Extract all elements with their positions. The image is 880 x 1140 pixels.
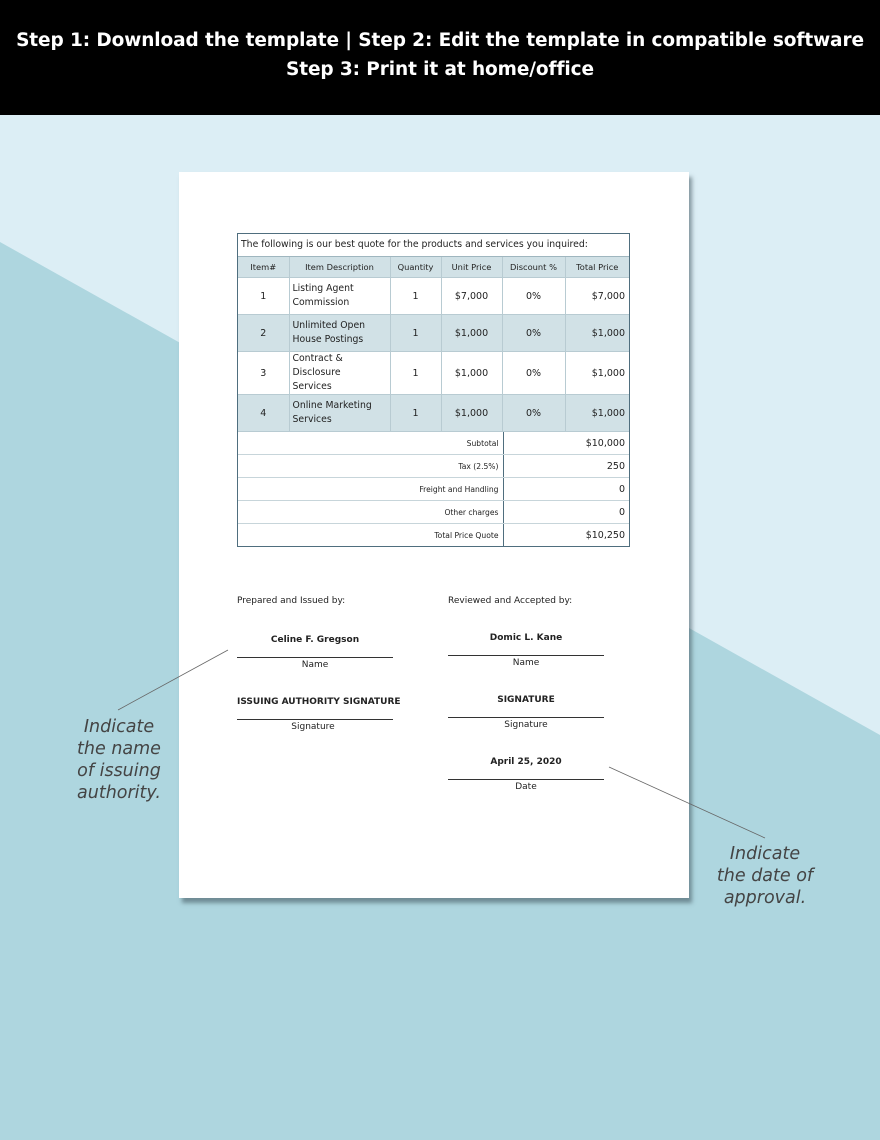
summary-label: Total Price Quote [238,524,503,547]
item-total-price: $7,000 [565,278,629,315]
table-row [238,395,629,432]
item-discount: 0% [502,395,565,432]
item-description [289,315,390,352]
issuer-name-caption: Name [301,660,329,670]
item-number: 3 [238,352,289,395]
item-quantity: 1 [390,352,441,395]
item-description-line-1: Contract & Disclosure [292,353,343,378]
header-item-number: Item# [238,257,289,278]
date-annotation-line-1: Indicate [729,844,801,864]
item-unit-price: $7,000 [441,278,502,315]
reviewed-by-heading: Reviewed and Accepted by: [448,596,573,606]
issuer-signature-line [237,719,393,720]
issuer-signature: ISSUING AUTHORITY SIGNATURE [237,697,401,707]
summary-row-subtotal [238,432,629,455]
issuer-annotation-line-1: Indicate [83,717,155,737]
approver-signature-caption: Signature [504,720,548,730]
prepared-by-heading: Prepared and Issued by: [237,596,346,606]
date-annotation-line-2: the date of [716,866,814,886]
quote-intro: The following is our best quote for the products and services you inquired: [238,234,629,257]
issuer-annotation-line-4: authority. [77,783,161,803]
summary-row-tax [238,455,629,478]
summary-value: $10,250 [585,529,625,541]
item-total-price: $1,000 [565,352,629,395]
summary-value: 250 [503,455,629,478]
item-quantity: 1 [390,395,441,432]
issuer-annotation-line-2: the name [77,739,161,759]
date-annotation-line-3: approval. [723,888,807,908]
table-row [238,352,629,395]
issuer-name: Celine F. Gregson [270,635,360,645]
date-annotation [700,843,830,909]
item-description [289,278,390,315]
summary-row-other-charges [238,501,629,524]
approver-signature: SIGNATURE [497,695,555,705]
item-number: 1 [238,278,289,315]
approval-date-line [448,779,604,780]
item-total-price: $1,000 [565,315,629,352]
item-description [289,395,390,432]
item-discount: 0% [502,315,565,352]
header-total-price: Total Price [565,257,629,278]
item-total-price: $1,000 [565,395,629,432]
item-discount: 0% [502,278,565,315]
summary-table [238,432,629,546]
summary-label: Subtotal [238,432,503,455]
banner-line-1: Step 1: Download the template | Step 2: Edit the template in compatible software [16,30,864,51]
item-number: 4 [238,395,289,432]
item-description-line-1: Online Marketing [292,400,372,411]
items-header-row [238,257,629,278]
issuer-annotation-line-3: of issuing [77,761,161,781]
item-description-line-2: Services [292,414,332,425]
item-quantity: 1 [390,315,441,352]
approver-name-line [448,655,604,656]
item-number: 2 [238,315,289,352]
banner-line-2: Step 3: Print it at home/office [285,59,594,80]
item-description-line-2: Services [292,381,332,392]
item-unit-price: $1,000 [441,352,502,395]
summary-row-freight [238,478,629,501]
approver-name: Domic L. Kane [489,633,563,643]
header-item-description: Item Description [289,257,390,278]
summary-value: 0 [503,501,629,524]
header-unit-price: Unit Price [441,257,502,278]
approval-date: April 25, 2020 [490,757,562,767]
item-description [289,352,390,395]
item-description-line-2: Commission [292,297,350,308]
summary-label: Other charges [238,501,503,524]
summary-label: Freight and Handling [238,478,503,501]
item-unit-price: $1,000 [441,315,502,352]
table-row [238,278,629,315]
item-discount: 0% [502,352,565,395]
approval-date-caption: Date [515,782,537,792]
summary-value: $10,000 [503,432,629,455]
issuer-signature-caption: Signature [291,722,335,732]
issuer-name-line [237,657,393,658]
instruction-banner [0,0,880,115]
item-quantity: 1 [390,278,441,315]
items-table [238,257,629,432]
approver-signature-line [448,717,604,718]
header-discount: Discount % [502,257,565,278]
header-quantity: Quantity [390,257,441,278]
item-unit-price: $1,000 [441,395,502,432]
item-description-line-1: Listing Agent [292,283,354,294]
summary-value: 0 [503,478,629,501]
item-description-line-1: Unlimited Open [292,320,366,331]
summary-label: Tax (2.5%) [238,455,503,478]
summary-row-total-quote [238,524,629,547]
issuer-annotation [58,716,180,804]
document-page [179,172,689,898]
item-description-line-2: House Postings [292,334,364,345]
table-row [238,315,629,352]
price-quote-table [237,233,630,547]
approver-name-caption: Name [512,658,540,668]
